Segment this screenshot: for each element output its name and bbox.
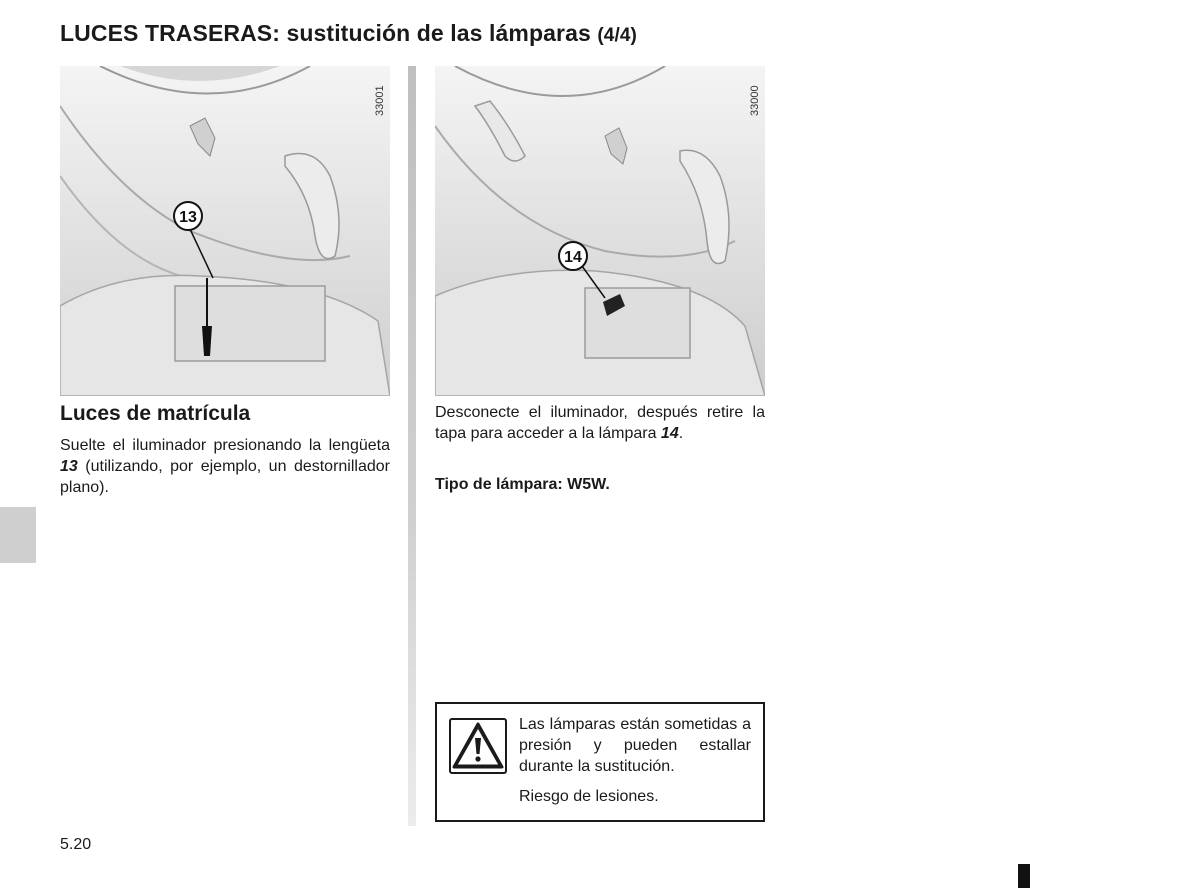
right-paragraph: Desconecte el iluminador, después retire la tapa para acceder a la lámpara 14. [435, 404, 765, 442]
left-paragraph: Suelte el iluminador presionando la lengüeta 13 (utilizando, por ejemplo, un destornillador plano). [60, 437, 390, 496]
warning-triangle-icon [449, 718, 507, 774]
ref-13: 13 [60, 458, 78, 475]
column-divider [408, 66, 416, 826]
warning-text: Las lámparas están sometidas a presión y pueden estallar durante la sustitución. [519, 716, 751, 775]
figure-license-plate-light-removal [60, 66, 390, 396]
corner-mark [1018, 864, 1030, 888]
lamp-type-text: Tipo de lámpara: W5W. [435, 476, 610, 493]
car-rear-illustration-right [435, 66, 765, 396]
svg-text:13: 13 [179, 209, 197, 226]
section-heading: Luces de matrícula [60, 402, 251, 425]
page-title [60, 20, 637, 47]
page-title-main: LUCES TRASERAS: sustitución de las lámparas [60, 20, 591, 46]
ref-14: 14 [660, 425, 679, 442]
figure-code-left: 33001 [374, 85, 386, 116]
figure-lamp-access [435, 66, 765, 396]
page-number: 5.20 [60, 836, 92, 853]
page-title-part: (4/4) [597, 25, 637, 46]
figure-code-right: 33000 [749, 85, 761, 116]
warning-box [435, 702, 765, 822]
svg-text:14: 14 [564, 249, 582, 266]
warning-risk: Riesgo de lesiones. [519, 788, 659, 805]
chapter-tab [0, 507, 36, 563]
car-rear-illustration-left [60, 66, 390, 396]
